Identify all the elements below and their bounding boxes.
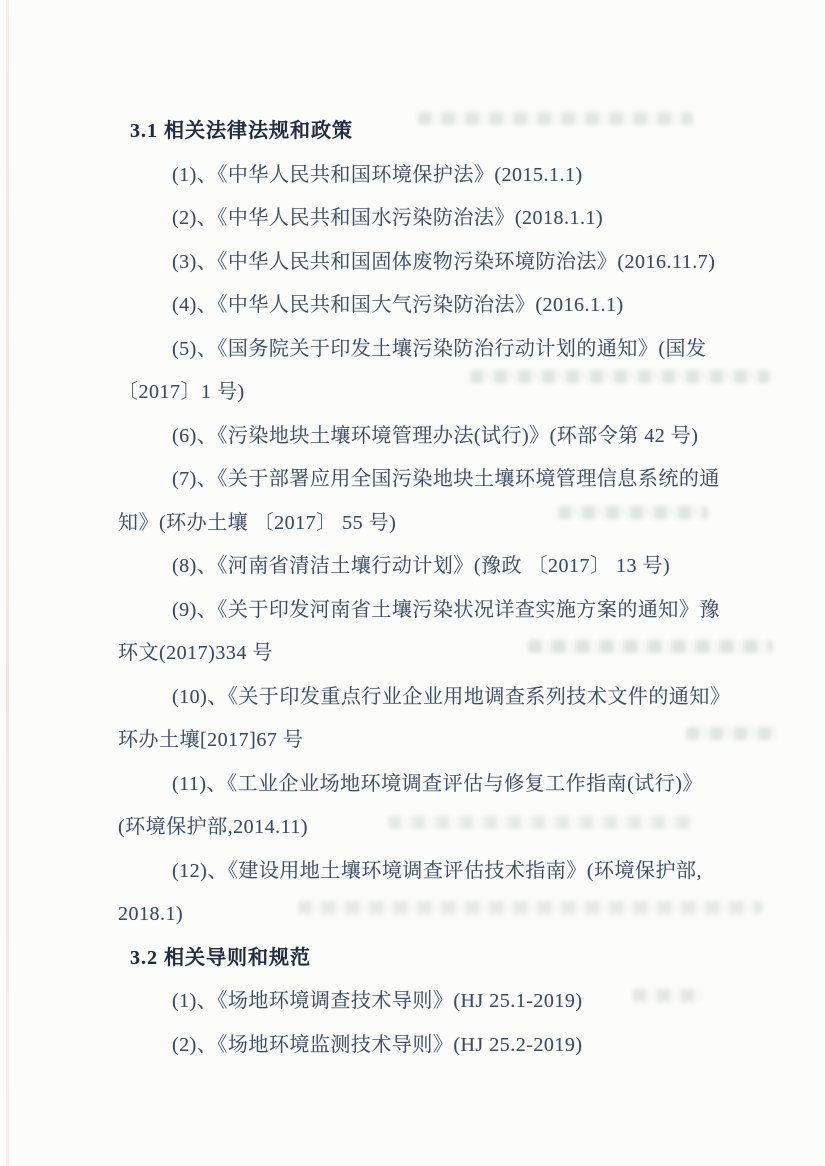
doc-line: 环文(2017)334 号: [118, 642, 273, 664]
doc-line: (10)、《关于印发重点行业企业用地调查系列技术文件的通知》: [172, 685, 731, 708]
section-heading-3-1: 3.1 相关法律法规和政策: [130, 120, 353, 142]
doc-line: 2018.1): [118, 903, 184, 925]
doc-line: (11)、《工业企业场地环境调查评估与修复工作指南(试行)》: [172, 772, 703, 795]
doc-line: (9)、《关于印发河南省土壤污染状况详查实施方案的通知》豫: [172, 598, 720, 621]
doc-line: (2)、《中华人民共和国水污染防治法》(2018.1.1): [172, 207, 604, 229]
doc-line: 〔2017〕1 号): [118, 381, 245, 403]
document-body: [0, 110, 825, 1067]
doc-line: (6)、《污染地块土壤环境管理办法(试行)》(环部令第 42 号): [172, 424, 699, 447]
doc-line: (5)、《国务院关于印发土壤污染防治行动计划的通知》(国发: [172, 337, 707, 360]
doc-line: (2)、《场地环境监测技术导则》(HJ 25.2-2019): [172, 1033, 583, 1056]
doc-line: (环境保护部,2014.11): [118, 816, 309, 838]
doc-line: (8)、《河南省清洁土壤行动计划》(豫政 〔2017〕 13 号): [172, 555, 671, 577]
doc-line: (3)、《中华人民共和国固体废物污染环境防治法》(2016.11.7): [172, 250, 716, 273]
doc-line: (1)、《场地环境调查技术导则》(HJ 25.1-2019): [172, 990, 583, 1012]
doc-line: (1)、《中华人民共和国环境保护法》(2015.1.1): [172, 163, 583, 186]
doc-line: 知》(环办土壤 〔2017〕 55 号): [118, 511, 397, 534]
section-heading-3-2: 3.2 相关导则和规范: [130, 946, 311, 969]
doc-line: (7)、《关于部署应用全国污染地块土壤环境管理信息系统的通: [172, 468, 720, 490]
doc-line: 环办土壤[2017]67 号: [118, 729, 304, 751]
doc-line: (12)、《建设用地土壤环境调查评估技术指南》(环境保护部,: [172, 859, 702, 882]
doc-line: (4)、《中华人民共和国大气污染防治法》(2016.1.1): [172, 294, 624, 316]
